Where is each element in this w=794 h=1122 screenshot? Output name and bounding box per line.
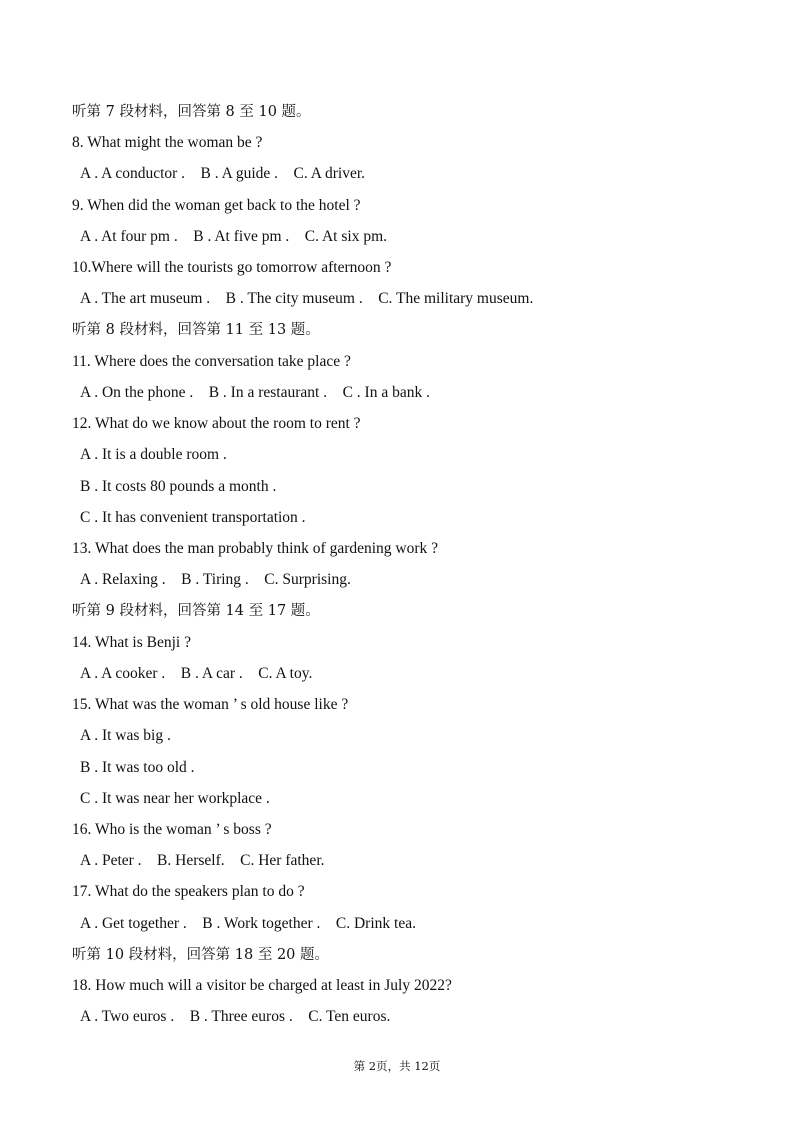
question-18: 18. How much will a visitor be charged at least in July 2022? (72, 977, 452, 994)
option-12-a: A . It is a double room . (80, 446, 227, 463)
question-15: 15. What was the woman ’ s old house like ? (72, 696, 349, 713)
question-16: 16. Who is the woman ’ s boss ? (72, 821, 272, 838)
options-13: A . Relaxing . B . Tiring . C. Surprising. (80, 571, 351, 588)
question-17: 17. What do the speakers plan to do ? (72, 883, 305, 900)
options-9: A . At four pm . B . At five pm . C. At six pm. (80, 228, 388, 245)
question-9: 9. When did the woman get back to the hotel ? (72, 197, 361, 214)
options-16: A . Peter . B. Herself. C. Her father. (80, 852, 325, 869)
section-heading-9: 听第 9 段材料，回答第 14 至 17 题。 (72, 603, 320, 619)
options-14: A . A cooker . B . A car . C. A toy. (80, 665, 313, 682)
option-12-c: C . It has convenient transportation . (80, 509, 306, 526)
option-15-a: A . It was big . (80, 727, 171, 744)
options-18: A . Two euros . B . Three euros . C. Ten euros. (80, 1008, 391, 1025)
section-heading-7: 听第 7 段材料，回答第 8 至 10 题。 (72, 104, 311, 120)
options-8: A . A conductor . B . A guide . C. A driver. (80, 165, 366, 182)
question-11: 11. Where does the conversation take place ? (72, 353, 351, 370)
section-heading-10: 听第 10 段材料，回答第 18 至 20 题。 (72, 947, 330, 963)
question-13: 13. What does the man probably think of gardening work ? (72, 540, 439, 557)
question-14: 14. What is Benji ? (72, 634, 191, 651)
option-15-c: C . It was near her workplace . (80, 790, 270, 807)
options-10: A . The art museum . B . The city museum . C. The military museum. (80, 290, 534, 307)
section-heading-8: 听第 8 段材料，回答第 11 至 13 题。 (72, 322, 320, 338)
option-15-b: B . It was too old . (80, 759, 195, 776)
question-8: 8. What might the woman be ? (72, 134, 263, 151)
options-17: A . Get together . B . Work together . C. Drink tea. (80, 915, 416, 932)
page-number: 第 2页，共 12页 (353, 1059, 441, 1073)
options-11: A . On the phone . B . In a restaurant . C . In a bank . (80, 384, 430, 401)
question-12: 12. What do we know about the room to rent ? (72, 415, 361, 432)
question-10: 10.Where will the tourists go tomorrow afternoon ? (72, 259, 392, 276)
option-12-b: B . It costs 80 pounds a month . (80, 478, 277, 495)
